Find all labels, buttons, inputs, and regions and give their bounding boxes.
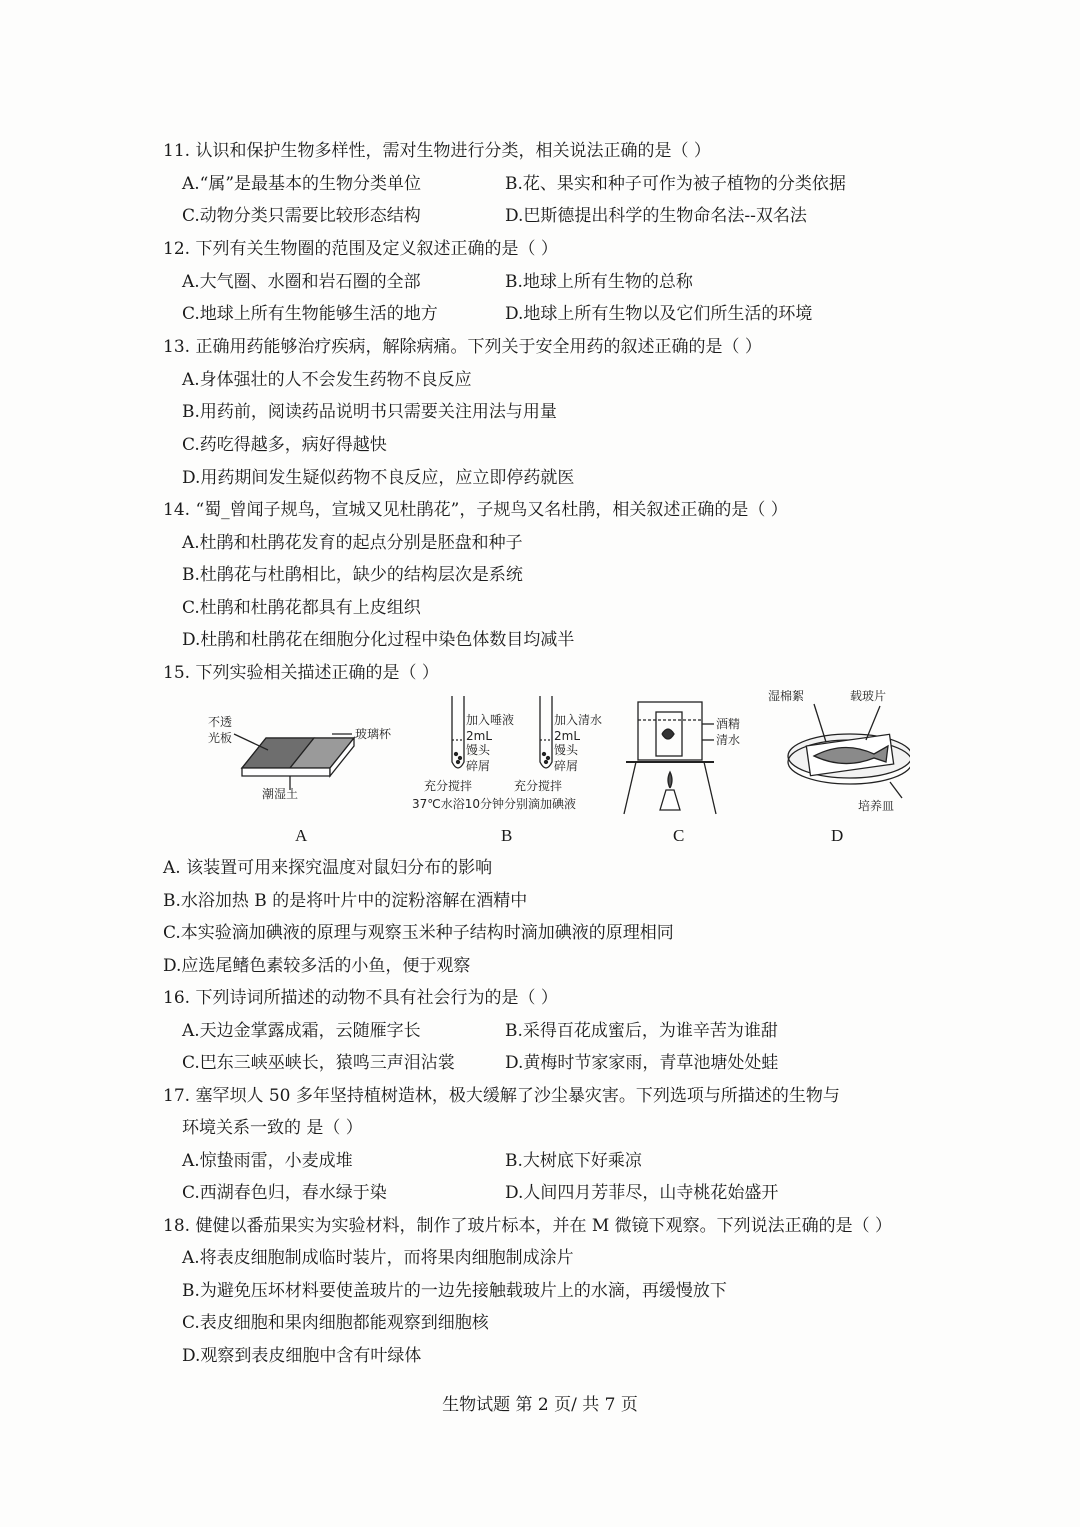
question-11-stem: 11. 认识和保护生物多样性，需对生物进行分类，相关说法正确的是（ ） — [163, 141, 711, 161]
question-15-option-b: B.水浴加热 B 的是将叶片中的淀粉溶解在酒精中 — [163, 891, 528, 911]
panel-d-cotton-label: 湿棉絮 — [768, 690, 805, 703]
panel-c-water-label: 清水 — [716, 733, 741, 747]
question-16-option-b: B.采得百花成蜜后，为谁辛苦为谁甜 — [505, 1021, 778, 1041]
question-17-stem: 17. 塞罕坝人 50 多年坚持植树造林，极大缓解了沙尘暴灾害。下列选项与所描述的生物与 — [163, 1086, 840, 1106]
question-16-option-c: C.巴东三峡巫峡长，猿鸣三声泪沾裳 — [182, 1053, 455, 1073]
question-18-option-d: D.观察到表皮细胞中含有叶绿体 — [182, 1346, 422, 1366]
panel-c-alcohol-label: 酒精 — [716, 717, 741, 731]
question-12-option-a: A.大气圈、水圈和岩石圈的全部 — [182, 272, 421, 292]
figure-label-a: A — [295, 826, 308, 845]
question-17-option-c: C.西湖春色归，春水绿于染 — [182, 1183, 387, 1203]
question-14-stem: 14. “蜀_曾闻子规鸟，宣城又见杜鹃花”，子规鸟又名杜鹃，相关叙述正确的是（ ） — [163, 500, 788, 520]
panel-b-note: 37℃水浴10分钟分别滴加碘液 — [412, 797, 577, 811]
question-13-option-b: B.用药前，阅读药品说明书只需要关注用法与用量 — [182, 402, 557, 422]
question-18-stem: 18. 健健以番茄果实为实验材料，制作了玻片标本，并在 M 微镜下观察。下列说法正确的是（ ） — [163, 1216, 893, 1236]
panel-a-light-board-line1: 不透 — [208, 715, 233, 729]
question-11-option-b: B.花、果实和种子可作为被子植物的分类依据 — [505, 174, 846, 194]
question-15-option-c: C.本实验滴加碘液的原理与观察玉米种子结构时滴加碘液的原理相同 — [163, 923, 674, 943]
question-17-stem-line2: 环境关系一致的 是（ ） — [182, 1118, 363, 1138]
question-18-option-a: A.将表皮细胞制成临时装片，而将果肉细胞制成涂片 — [182, 1248, 574, 1268]
question-12-option-c: C.地球上所有生物能够生活的地方 — [182, 304, 438, 324]
panel-b-tube2-label-1: 加入清水 — [554, 713, 603, 727]
page-footer: 生物试题 第 2 页/ 共 7 页 — [442, 1395, 638, 1415]
question-11-option-c: C.动物分类只需要比较形态结构 — [182, 206, 421, 226]
question-16-option-a: A.天边金掌露成霜，云随雁字长 — [182, 1021, 421, 1041]
question-12-option-b: B.地球上所有生物的总称 — [505, 272, 693, 292]
question-15-option-d: D.应选尾鳍色素较多活的小鱼，便于观察 — [163, 956, 471, 976]
question-12-stem: 12. 下列有关生物圈的范围及定义叙述正确的是（ ） — [163, 239, 558, 259]
question-14-option-b: B.杜鹃花与杜鹃相比，缺少的结构层次是系统 — [182, 565, 523, 585]
question-16-stem: 16. 下列诗词所描述的动物不具有社会行为的是（ ） — [163, 988, 558, 1008]
question-14-option-a: A.杜鹃和杜鹃花发育的起点分别是胚盘和种子 — [182, 533, 523, 553]
panel-d-petri-dish — [788, 704, 910, 798]
panel-b-tube1-label-4: 碎屑 — [466, 759, 491, 773]
question-13-stem: 13. 正确用药能够治疗疾病，解除病痛。下列关于安全用药的叙述正确的是（ ） — [163, 337, 762, 357]
question-15-stem: 15. 下列实验相关描述正确的是（ ） — [163, 663, 439, 683]
panel-a-apparatus — [234, 734, 354, 790]
panel-b-tube2-label-3: 馒头 — [554, 743, 579, 757]
question-13-option-a: A.身体强壮的人不会发生药物不良反应 — [182, 370, 472, 390]
question-17-option-b: B.大树底下好乘凉 — [505, 1151, 642, 1171]
question-15-option-a: A. 该装置可用来探究温度对鼠妇分布的影响 — [163, 858, 493, 878]
panel-a-light-board-line2: 光板 — [208, 731, 233, 745]
panel-b-tube1-label-3: 馒头 — [466, 743, 491, 757]
figure-label-c: C — [673, 826, 685, 845]
question-11-option-d: D.巴斯德提出科学的生物命名法--双名法 — [505, 206, 807, 226]
panel-b-stir2-label: 充分搅拌 — [514, 779, 563, 793]
panel-b-tube1-label-1: 加入唾液 — [466, 713, 515, 727]
panel-a-soil-label: 潮湿土 — [262, 787, 299, 801]
panel-b-stir1-label: 充分搅拌 — [424, 779, 473, 793]
question-16-option-d: D.黄梅时节家家雨，青草池塘处处蛙 — [505, 1053, 779, 1073]
question-13-option-c: C.药吃得越多，病好得越快 — [182, 435, 387, 455]
question-18-option-b: B.为避免压坏材料要使盖玻片的一边先接触载玻片上的水滴，再缓慢放下 — [182, 1281, 727, 1301]
panel-b-tube2-label-2: 2mL — [554, 729, 581, 743]
panel-d-slide-label: 载玻片 — [850, 690, 887, 703]
question-14-option-c: C.杜鹃和杜鹃花都具有上皮组织 — [182, 598, 421, 618]
question-13-option-d: D.用药期间发生疑似药物不良反应，应立即停药就医 — [182, 468, 575, 488]
panel-d-dish-label: 培养皿 — [858, 799, 895, 813]
question-17-option-a: A.惊蛰雨雷，小麦成堆 — [182, 1151, 353, 1171]
figure-label-b: B — [501, 826, 513, 845]
question-11-option-a: A.“属”是最基本的生物分类单位 — [182, 174, 422, 194]
panel-a-glass-label: 玻璃杯 — [355, 727, 392, 741]
question-12-option-d: D.地球上所有生物以及它们所生活的环境 — [505, 304, 813, 324]
panel-b-tube1-label-2: 2mL — [466, 729, 493, 743]
question-14-option-d: D.杜鹃和杜鹃花在细胞分化过程中染色体数目均减半 — [182, 630, 575, 650]
panel-b-tube2-label-4: 碎屑 — [554, 759, 579, 773]
question-17-option-d: D.人间四月芳菲尽，山寺桃花始盛开 — [505, 1183, 779, 1203]
panel-c-water-bath — [624, 702, 716, 814]
question-18-option-c: C.表皮细胞和果肉细胞都能观察到细胞核 — [182, 1313, 489, 1333]
figure-label-d: D — [831, 826, 844, 845]
